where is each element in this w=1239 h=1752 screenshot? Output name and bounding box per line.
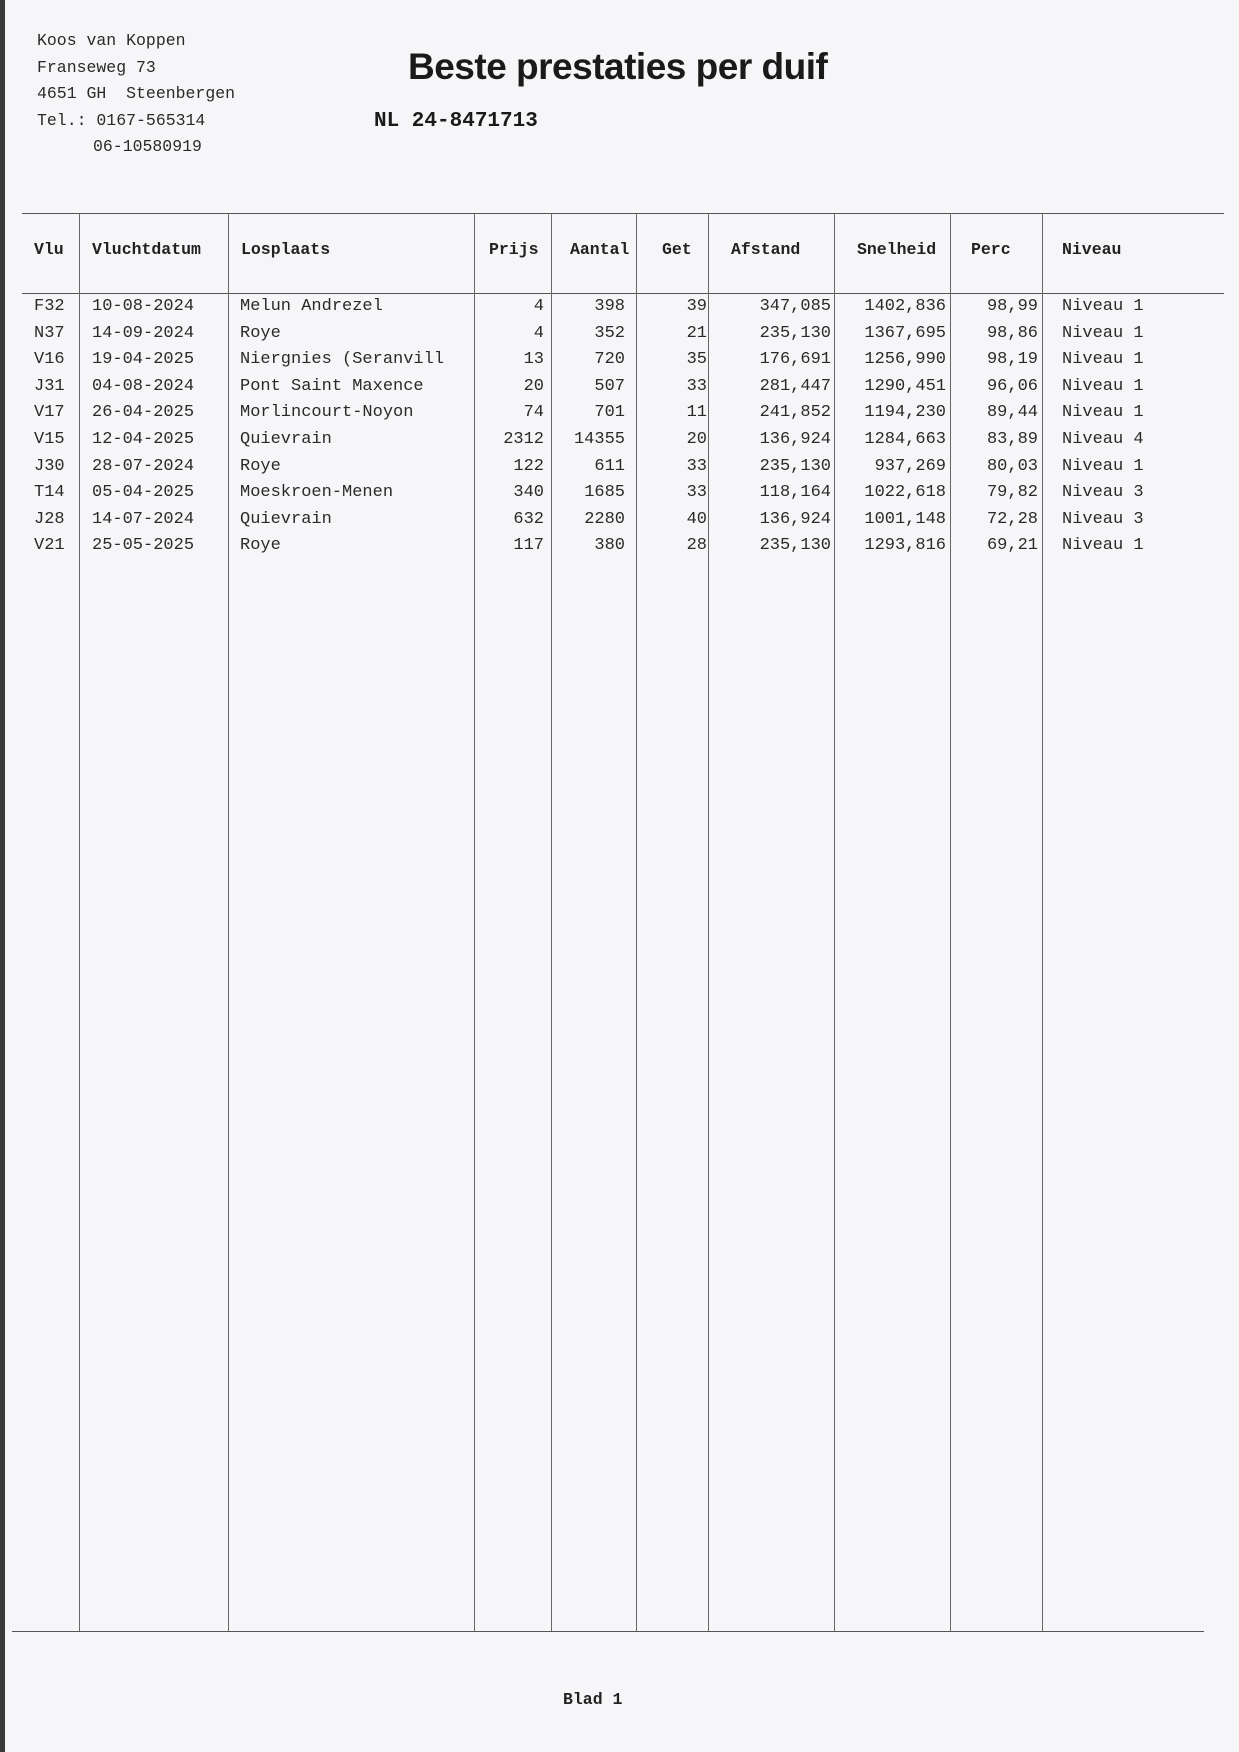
cell-niveau: Niveau 1 <box>1062 350 1144 370</box>
cell-perc: 98,19 <box>986 350 1038 370</box>
cell-perc: 83,89 <box>986 430 1038 449</box>
cell-snelheid: 1367,695 <box>864 323 946 343</box>
cell-perc: 72,28 <box>986 509 1038 529</box>
cell-get: 28 <box>686 536 707 556</box>
cell-vlu: J31 <box>34 376 65 396</box>
cell-datum: 10-08-2024 <box>92 297 195 316</box>
cell-vlu: V15 <box>34 430 65 449</box>
cell-losplaats: Quievrain <box>240 509 332 529</box>
cell-prijs: 4 <box>533 323 544 343</box>
cell-niveau: Niveau 1 <box>1062 456 1144 476</box>
header-vlu: Vlu <box>34 240 64 259</box>
cell-losplaats: Morlincourt-Noyon <box>240 403 414 423</box>
cell-afstand: 235,130 <box>759 323 831 343</box>
cell-get: 20 <box>686 430 707 449</box>
cell-prijs: 13 <box>523 350 544 370</box>
cell-perc: 69,21 <box>986 536 1038 556</box>
cell-niveau: Niveau 4 <box>1062 430 1144 449</box>
cell-aantal: 2280 <box>584 509 625 529</box>
owner-city: 4651 GH Steenbergen <box>37 84 236 103</box>
scan-edge <box>0 0 5 1752</box>
cell-perc: 98,99 <box>986 297 1038 316</box>
header-prijs: Prijs <box>489 240 539 259</box>
cell-get: 33 <box>686 376 707 396</box>
cell-get: 33 <box>686 456 707 476</box>
cell-niveau: Niveau 1 <box>1062 403 1144 423</box>
cell-datum: 05-04-2025 <box>92 483 195 503</box>
cell-datum: 26-04-2025 <box>92 403 195 423</box>
cell-get: 40 <box>686 509 707 529</box>
cell-snelheid: 1022,618 <box>864 483 946 503</box>
cell-vlu: J28 <box>34 509 65 529</box>
cell-prijs: 4 <box>533 297 544 316</box>
cell-prijs: 74 <box>523 403 544 423</box>
cell-aantal: 398 <box>594 297 625 316</box>
cell-prijs: 20 <box>523 376 544 396</box>
table-row <box>0 297 1239 324</box>
table-row <box>0 430 1239 457</box>
cell-afstand: 347,085 <box>759 297 831 316</box>
cell-prijs: 117 <box>513 536 544 556</box>
cell-niveau: Niveau 1 <box>1062 536 1144 556</box>
cell-perc: 98,86 <box>986 323 1038 343</box>
page-number: Blad 1 <box>563 1690 623 1709</box>
cell-vlu: V21 <box>34 536 65 556</box>
table-row <box>0 510 1239 537</box>
table-top-rule <box>22 213 1224 214</box>
cell-get: 35 <box>686 350 707 370</box>
cell-afstand: 136,924 <box>759 430 831 449</box>
cell-aantal: 14355 <box>573 430 625 449</box>
cell-vlu: F32 <box>34 297 65 316</box>
cell-get: 11 <box>686 403 707 423</box>
table-row <box>0 536 1239 563</box>
header-afstand: Afstand <box>731 240 801 259</box>
owner-mobile: 06-10580919 <box>93 137 202 156</box>
cell-afstand: 235,130 <box>759 456 831 476</box>
cell-prijs: 122 <box>513 456 544 476</box>
cell-snelheid: 1293,816 <box>864 536 946 556</box>
cell-losplaats: Roye <box>240 323 281 343</box>
owner-address <box>37 28 235 161</box>
cell-losplaats: Melun Andrezel <box>240 297 383 316</box>
cell-afstand: 235,130 <box>759 536 831 556</box>
cell-prijs: 2312 <box>503 430 544 449</box>
cell-niveau: Niveau 3 <box>1062 483 1144 503</box>
cell-prijs: 340 <box>513 483 544 503</box>
cell-niveau: Niveau 1 <box>1062 297 1144 316</box>
cell-aantal: 701 <box>594 403 625 423</box>
header-losplaats: Losplaats <box>241 240 331 259</box>
table-row <box>0 324 1239 351</box>
cell-perc: 80,03 <box>986 456 1038 476</box>
cell-snelheid: 1001,148 <box>864 509 946 529</box>
table-row <box>0 483 1239 510</box>
cell-losplaats: Pont Saint Maxence <box>240 376 424 396</box>
cell-vlu: J30 <box>34 456 65 476</box>
cell-afstand: 136,924 <box>759 509 831 529</box>
owner-street: Franseweg 73 <box>37 57 156 77</box>
cell-get: 21 <box>686 323 707 343</box>
cell-aantal: 352 <box>594 323 625 343</box>
header-get: Get <box>662 240 692 259</box>
cell-snelheid: 937,269 <box>874 456 946 476</box>
cell-datum: 25-05-2025 <box>92 536 195 556</box>
cell-get: 39 <box>686 297 707 316</box>
header-vluchtdatum: Vluchtdatum <box>92 240 201 259</box>
cell-datum: 14-07-2024 <box>92 509 195 529</box>
cell-losplaats: Roye <box>240 536 281 556</box>
owner-phone: Tel.: 0167-565314 <box>37 110 206 130</box>
cell-perc: 79,82 <box>986 483 1038 503</box>
cell-datum: 19-04-2025 <box>92 350 195 370</box>
cell-datum: 04-08-2024 <box>92 376 195 396</box>
header-perc: Perc <box>971 240 1011 259</box>
cell-afstand: 176,691 <box>759 350 831 370</box>
cell-niveau: Niveau 1 <box>1062 376 1144 396</box>
cell-losplaats: Moeskroen-Menen <box>240 483 394 503</box>
cell-snelheid: 1290,451 <box>864 376 946 396</box>
cell-vlu: V17 <box>34 403 65 423</box>
cell-prijs: 632 <box>513 509 544 529</box>
header-snelheid: Snelheid <box>857 240 937 259</box>
cell-afstand: 118,164 <box>759 483 831 503</box>
cell-afstand: 241,852 <box>759 403 831 423</box>
table-row <box>0 350 1239 377</box>
cell-snelheid: 1402,836 <box>864 297 946 316</box>
table-row <box>0 403 1239 430</box>
cell-vlu: V16 <box>34 350 65 370</box>
cell-perc: 89,44 <box>986 403 1038 423</box>
page-title: Beste prestaties per duif <box>408 46 828 87</box>
header-niveau: Niveau <box>1062 240 1122 259</box>
cell-losplaats: Quievrain <box>240 430 332 449</box>
header-bottom-rule <box>22 293 1224 294</box>
table-bottom-rule <box>12 1631 1204 1632</box>
cell-niveau: Niveau 3 <box>1062 509 1144 529</box>
cell-snelheid: 1284,663 <box>864 430 946 449</box>
cell-vlu: N37 <box>34 323 65 343</box>
cell-perc: 96,06 <box>986 376 1038 396</box>
header-aantal: Aantal <box>570 240 630 259</box>
cell-afstand: 281,447 <box>759 376 831 396</box>
cell-aantal: 611 <box>594 456 625 476</box>
cell-vlu: T14 <box>34 483 65 503</box>
cell-losplaats: Niergnies (Seranvill <box>240 350 445 370</box>
cell-datum: 12-04-2025 <box>92 430 195 449</box>
ring-number: NL 24-8471713 <box>374 110 538 133</box>
cell-snelheid: 1256,990 <box>864 350 946 370</box>
cell-aantal: 380 <box>594 536 625 556</box>
cell-datum: 14-09-2024 <box>92 323 195 343</box>
owner-name: Koos van Koppen <box>37 31 186 50</box>
cell-aantal: 720 <box>594 350 625 370</box>
cell-get: 33 <box>686 483 707 503</box>
cell-niveau: Niveau 1 <box>1062 323 1144 343</box>
table-row <box>0 457 1239 484</box>
cell-aantal: 507 <box>594 376 625 396</box>
cell-snelheid: 1194,230 <box>864 403 946 423</box>
cell-datum: 28-07-2024 <box>92 456 195 476</box>
cell-losplaats: Roye <box>240 456 281 476</box>
table-row <box>0 377 1239 404</box>
cell-aantal: 1685 <box>584 483 625 503</box>
